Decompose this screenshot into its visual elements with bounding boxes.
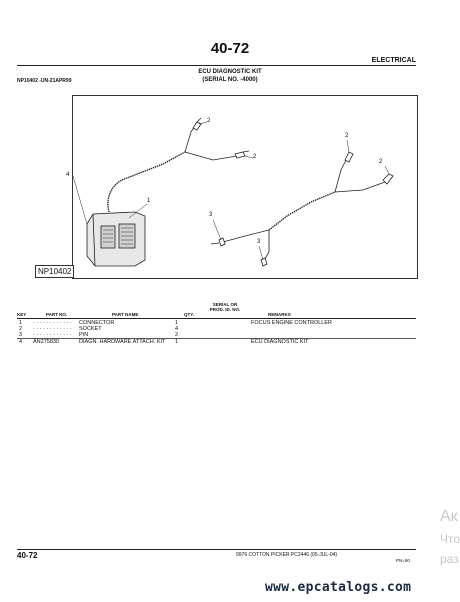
row-key: 3 [19,332,23,338]
row-remarks: FOCUS ENGINE CONTROLLER [251,320,332,326]
row-key: 1 [19,320,23,326]
callout-2d: 2 [379,159,383,165]
col-header-serial [205,302,245,312]
row-qty: 4 [175,326,179,332]
section-title: ELECTRICAL [371,57,416,64]
footer-pn: PN=90 [396,558,410,563]
watermark-line-1: Ак [440,508,458,525]
page-number-top: 40-72 [210,40,250,57]
row-key: 4 [19,339,23,345]
row-part-name: CONNECTOR [79,320,115,326]
col-header-qty: QTY. [184,312,195,317]
callout-2a: 2 [207,118,211,124]
watermark-line-2: Что [440,532,460,546]
callout-2c: 2 [345,133,349,139]
callout-3b: 3 [257,239,261,245]
row-qty: 2 [175,332,179,338]
table-header-rule [17,318,416,319]
row-part-no: · · · · · · · · · · · · [33,332,72,338]
col-header-part-name: PART NAME [112,312,139,317]
figure-tag: NP10402 [35,265,74,278]
col-header-serial-line1: SERIAL OR [212,302,238,307]
row-part-name: PIN [79,332,89,338]
kit-title: ECU DIAGNOSTIC KIT [198,69,262,75]
table-row [17,339,416,345]
row-qty: 1 [175,320,179,326]
footer-rule [17,549,416,550]
callout-3a: 3 [209,212,213,218]
row-part-no: AN275830 [33,339,59,345]
parts-illustration [72,95,418,279]
figure-reference: NP10402 -UN-21APR99 [17,78,72,84]
callout-2b: 2 [253,154,257,160]
row-part-name: DIAGN. HARDWARE ATTACH. KIT [79,339,166,345]
col-header-serial-line2: PROD. ID. NO. [209,307,241,312]
watermark-line-3: раз [440,552,459,566]
col-header-part-no: PART NO. [46,312,68,317]
col-header-remarks: REMARKS [268,312,291,317]
kit-serial: (SERIAL NO. -4000) [202,77,258,83]
row-part-no: · · · · · · · · · · · · [33,320,72,326]
col-header-key: KEY [17,312,27,317]
row-qty: 1 [175,339,179,345]
footer-page-number: 40-72 [17,551,38,560]
callout-4: 4 [66,172,70,178]
header-rule [17,65,416,66]
site-link[interactable]: www.epcatalogs.com [265,580,412,595]
row-remarks: ECU DIAGNOSTIC KIT [251,339,309,345]
row-part-no: · · · · · · · · · · · · [33,326,72,332]
callout-1: 1 [147,198,151,204]
row-key: 2 [19,326,23,332]
footer-info: 9976 COTTON PICKER PC2446 (05-JUL-04) [236,552,338,558]
row-part-name: SOCKET [79,326,102,332]
harness-drawing [73,96,417,278]
